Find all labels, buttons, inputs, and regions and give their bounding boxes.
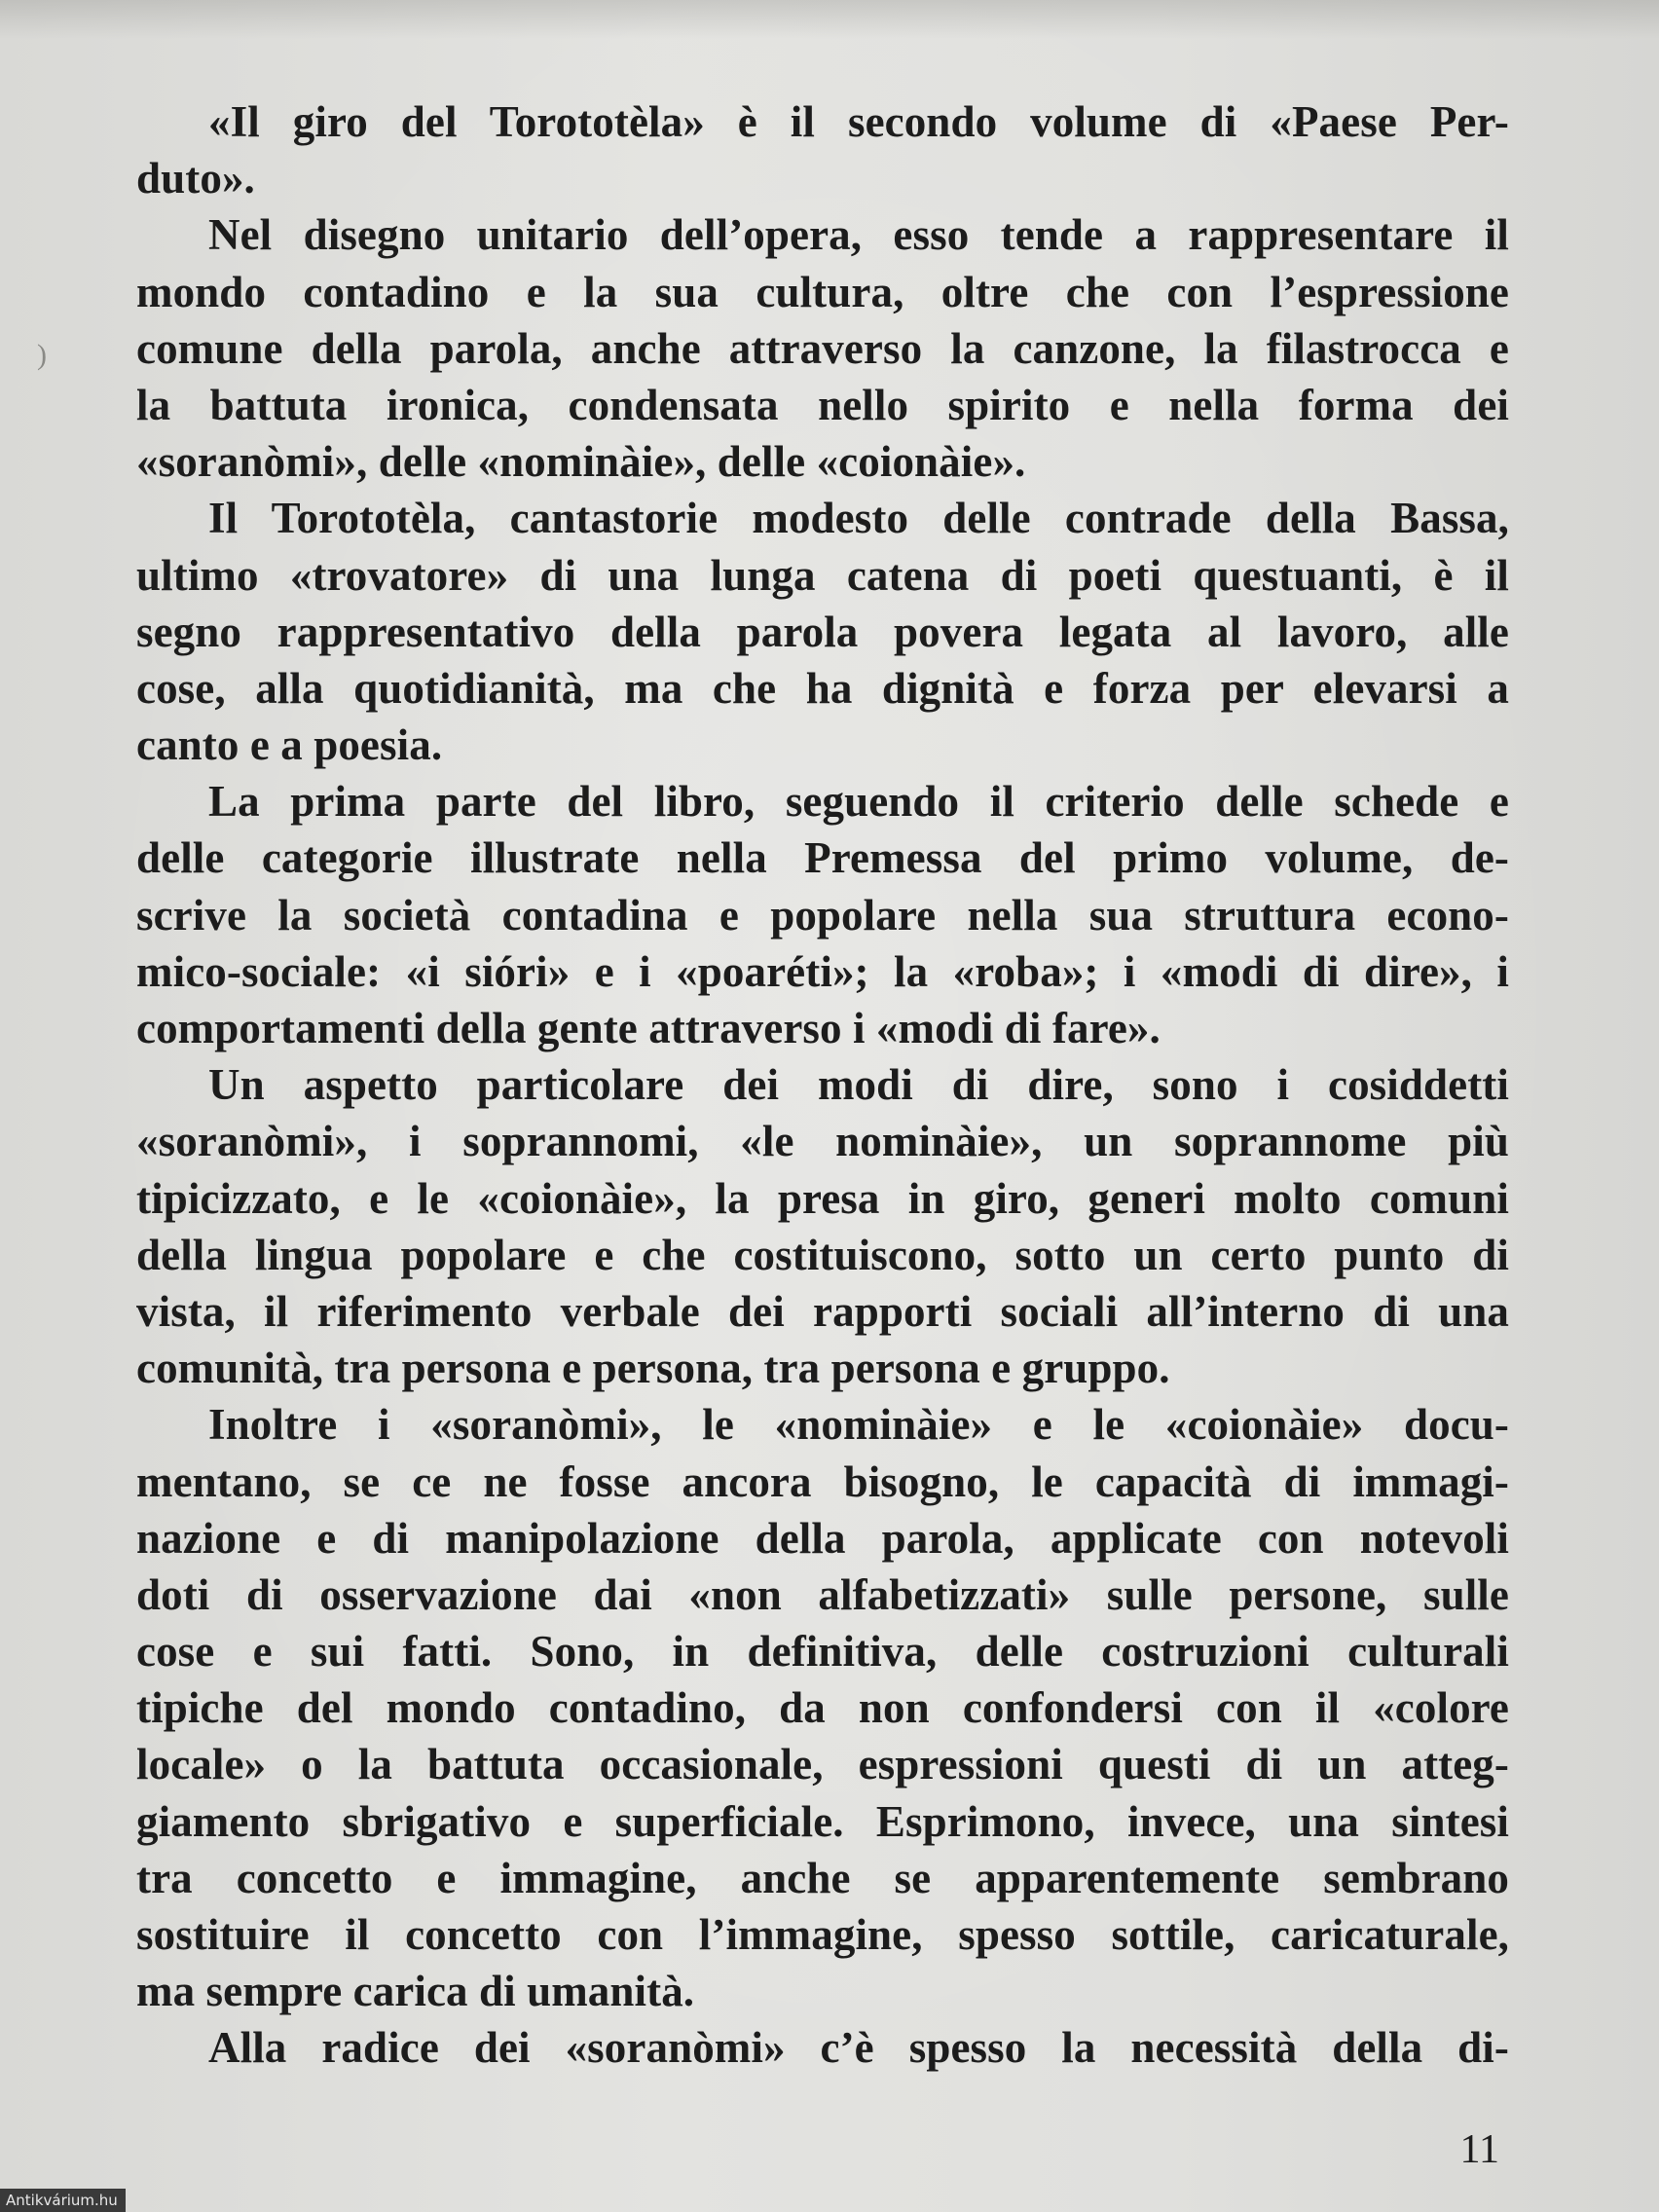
page-number: 11 xyxy=(1459,2127,1499,2172)
text-line: Nel disegno unitario dell’opera, esso tende a rappresentare il xyxy=(208,210,1509,260)
text-line: «soranòmi», i soprannomi, «le nominàie», un soprannome più xyxy=(136,1117,1509,1166)
text-line: sostituire il concetto con l’immagine, spesso sottile, caricaturale, xyxy=(136,1910,1509,1959)
text-line: segno rappresentativo della parola povera legata al lavoro, alle xyxy=(136,607,1509,656)
text-line: duto». xyxy=(136,154,255,203)
text-line: mentano, se ce ne fosse ancora bisogno, le capacità di immagi- xyxy=(136,1456,1509,1506)
text-line: vista, il riferimento verbale dei rapporti sociali all’interno di una xyxy=(136,1286,1509,1336)
text-line: delle categorie illustrate nella Premessa del primo volume, de- xyxy=(136,833,1509,883)
text-line: la battuta ironica, condensata nello spirito e nella forma dei xyxy=(136,380,1509,429)
text-line: locale» o la battuta occasionale, espressioni questi di un atteg- xyxy=(136,1740,1509,1789)
margin-mark: ) xyxy=(37,339,47,371)
text-line: «Il giro del Torototèla» è il secondo volume di «Paese Per- xyxy=(208,97,1509,146)
text-line: ma sempre carica di umanità. xyxy=(136,1967,695,2016)
text-line: Un aspetto particolare dei modi di dire, sono i cosiddetti xyxy=(208,1060,1509,1110)
text-line: tra concetto e immagine, anche se apparentemente sembrano xyxy=(136,1853,1509,1902)
text-line: giamento sbrigativo e superficiale. Esprimono, invece, una sintesi xyxy=(136,1796,1509,1846)
show-through-shadow xyxy=(0,0,1659,39)
text-line: ultimo «trovatore» di una lunga catena di poeti questuanti, è il xyxy=(136,550,1509,600)
text-line: La prima parte del libro, seguendo il criterio delle schede e xyxy=(208,777,1509,827)
text-line: doti di osservazione dai «non alfabetizzati» sulle persone, sulle xyxy=(136,1569,1509,1619)
text-line: comune della parola, anche attraverso la canzone, la filastrocca e xyxy=(136,323,1509,373)
text-line: cose, alla quotidianità, ma che ha dignità e forza per elevarsi a xyxy=(136,663,1509,713)
text-line: canto e a poesia. xyxy=(136,720,443,770)
body-text xyxy=(136,93,1509,2077)
text-line: mondo contadino e la sua cultura, oltre che con l’espressione xyxy=(136,267,1509,316)
text-line: nazione e di manipolazione della parola, applicate con notevoli xyxy=(136,1513,1509,1563)
text-line: Inoltre i «soranòmi», le «nominàie» e le «coionàie» docu- xyxy=(208,1400,1509,1450)
text-line: della lingua popolare e che costituiscono, sotto un certo punto di xyxy=(136,1230,1509,1279)
text-line: scrive la società contadina e popolare nella sua struttura econo- xyxy=(136,890,1509,940)
text-line: cose e sui fatti. Sono, in definitiva, delle costruzioni culturali xyxy=(136,1627,1509,1677)
text-line: comunità, tra persona e persona, tra persona e gruppo. xyxy=(136,1344,1170,1393)
text-line: Alla radice dei «soranòmi» c’è spesso la necessità della di- xyxy=(208,2023,1509,2073)
text-line: tipiche del mondo contadino, da non confondersi con il «colore xyxy=(136,1683,1509,1733)
text-line: mico-sociale: «i sióri» e i «poaréti»; la «roba»; i «modi di dire», i xyxy=(136,946,1509,996)
text-line: «soranòmi», delle «nominàie», delle «coionàie». xyxy=(136,437,1026,487)
text-line: Il Torototèla, cantastorie modesto delle contrade della Bassa, xyxy=(208,494,1509,543)
text-line: tipicizzato, e le «coionàie», la presa in giro, generi molto comuni xyxy=(136,1173,1509,1223)
watermark: Antikvárium.hu xyxy=(0,2189,126,2212)
text-line: comportamenti della gente attraverso i «modi di fare». xyxy=(136,1004,1161,1052)
